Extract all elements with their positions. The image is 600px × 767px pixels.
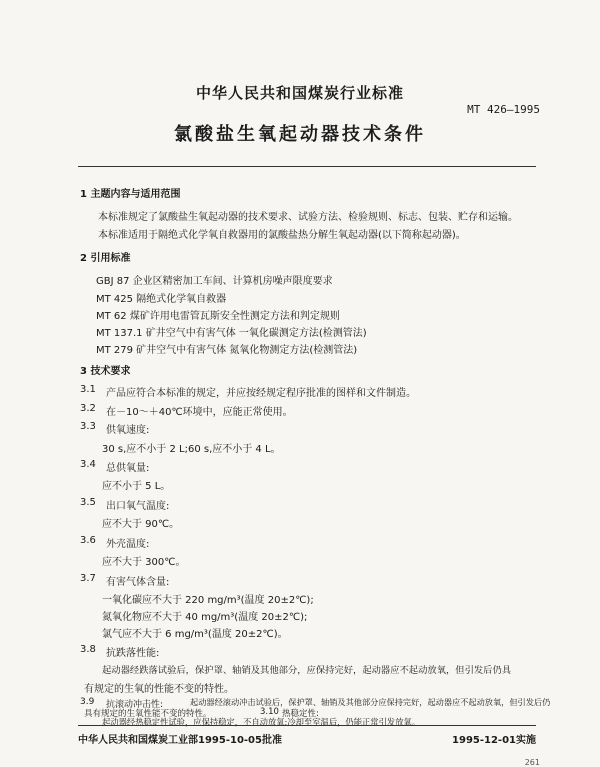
clause-number: 3.3 [80, 421, 96, 432]
clause-text: 出口氧气温度: [106, 501, 170, 512]
section-3-heading: 3 技术要求 [80, 366, 131, 377]
clause-number: 3.8 [80, 644, 96, 655]
clause-number: 3.10 [260, 707, 279, 717]
organization-title: 中华人民共和国煤炭行业标准 [195, 84, 404, 102]
clause-detail: 氯气应不大于 6 mg/m³(温度 20±2℃)。 [102, 629, 288, 640]
page-number: 261 [524, 758, 540, 767]
clause-text: 外壳温度: [106, 539, 150, 550]
clause-detail: 起动器经滚动冲击试验后，保护罩、轴销及其他部分应保持完好，起动器应不起动放氧，但引发后仍 [190, 697, 551, 707]
clause-text: 热稳定性: [282, 709, 319, 719]
clause-number: 3.2 [80, 403, 96, 414]
clause-detail: 起动器经热稳定性试验，应保持稳定，不自动放氧;冷却至室温后，仍能正常引发放氧。 [102, 717, 421, 727]
clause-number: 3.7 [80, 573, 96, 584]
clause-detail: 一氧化碳应不大于 220 mg/m³(温度 20±2℃); [102, 595, 314, 606]
clause-text: 抗跌落性能: [106, 648, 160, 659]
standard-code: MT 426—1995 [467, 103, 540, 116]
clause-text: 产品应符合本标准的规定，并应按经规定程序批准的图样和文件制造。 [106, 388, 416, 399]
clause-text: 供氧速度: [106, 425, 150, 436]
footer-divider [78, 725, 536, 726]
section-1-paragraph-1: 本标准规定了氯酸盐生氧起动器的技术要求、试验方法、检验规则、标志、包装、贮存和运输。 [98, 212, 518, 223]
document-title: 氯酸盐生氧起动器技术条件 [174, 124, 426, 145]
section-2-heading: 2 引用标准 [80, 253, 131, 264]
reference-item: GBJ 87 企业区精密加工车间、计算机房噪声限度要求 [96, 276, 333, 287]
clause-detail: 应不大于 300℃。 [102, 557, 186, 568]
clause-detail: 起动器经跌落试验后，保护罩、轴销及其他部分，应保持完好，起动器应不起动放氧，但引发后仍具 [102, 665, 512, 676]
reference-item: MT 137.1 矿井空气中有害气体 一氧化碳测定方法(检测管法) [96, 328, 367, 339]
clause-number: 3.6 [80, 535, 96, 546]
clause-detail: 氮氧化物应不大于 40 mg/m³(温度 20±2℃); [102, 612, 308, 623]
clause-text: 总供氧量: [106, 463, 150, 474]
clause-text: 抗滚动冲击性: [106, 700, 164, 710]
clause-text: 在－10～＋40℃环境中，应能正常使用。 [106, 407, 293, 418]
clause-number: 3.5 [80, 497, 96, 508]
clause-number: 3.4 [80, 459, 96, 470]
clause-detail: 应不大于 90℃。 [102, 519, 180, 530]
approval-line: 中华人民共和国煤炭工业部1995-10-05批准 [78, 735, 282, 746]
clause-detail: 具有规定的生氧性能不变的特性。 [84, 709, 212, 719]
clause-number: 3.9 [80, 697, 95, 707]
clause-text: 有害气体含量: [106, 577, 170, 588]
clause-detail: 30 s,应不小于 2 L;60 s,应不小于 4 L。 [102, 444, 281, 455]
reference-item: MT 425 隔绝式化学氧自救器 [96, 294, 227, 305]
clause-detail: 有规定的生氧的性能不变的特性。 [84, 684, 234, 695]
clause-detail: 应不小于 5 L。 [102, 481, 171, 492]
reference-item: MT 279 矿井空气中有害气体 氮氧化物测定方法(检测管法) [96, 345, 358, 356]
clause-number: 3.1 [80, 384, 96, 395]
header-divider [78, 166, 536, 167]
section-1-heading: 1 主题内容与适用范围 [80, 189, 181, 200]
reference-item: MT 62 煤矿许用电雷管瓦斯安全性测定方法和判定规则 [96, 311, 340, 322]
section-1-paragraph-2: 本标准适用于隔绝式化学氧自救器用的氯酸盐热分解生氧起动器(以下简称起动器)。 [98, 230, 466, 241]
implementation-date: 1995-12-01实施 [452, 735, 536, 746]
